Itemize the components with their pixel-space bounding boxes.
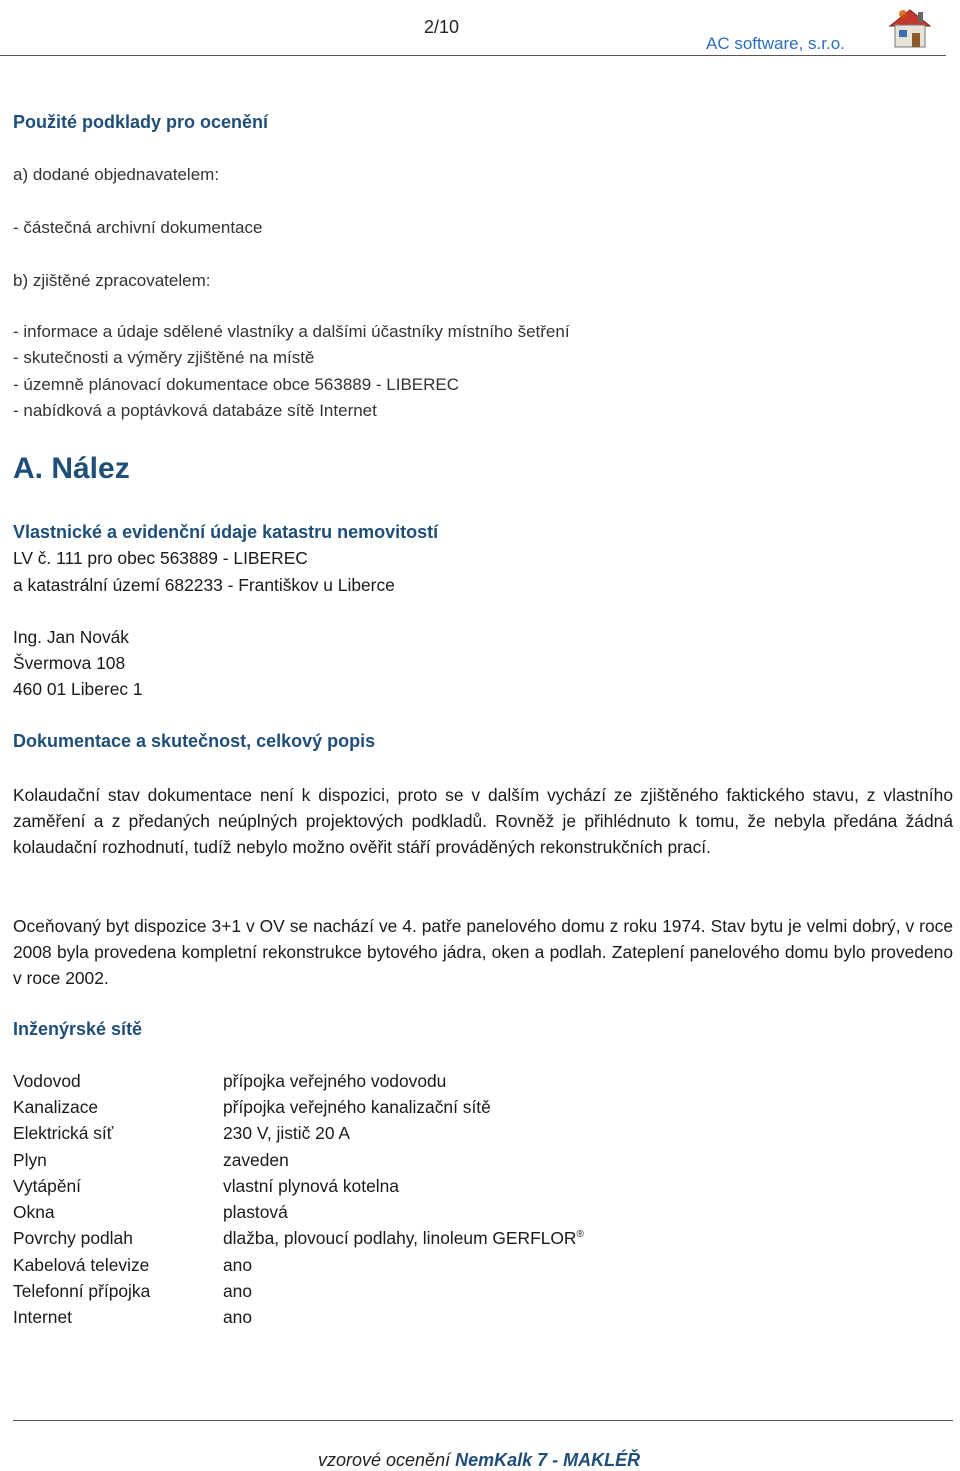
doc-title: Dokumentace a skutečnost, celkový popis [13, 731, 376, 751]
network-value: vlastní plynová kotelna [223, 1176, 399, 1196]
network-label: Okna [13, 1202, 55, 1222]
network-label: Elektrická síť [13, 1123, 114, 1143]
lv-line: LV č. 111 pro obec 563889 - LIBEREC [13, 548, 308, 568]
network-label: Vodovod [13, 1071, 81, 1091]
doc-paragraph: Kolaudační stav dokumentace není k dispozici, proto se v dalším vychází ze zjištěného faktického stavu, z vlastního zaměření a z předaných neúplných projektových podkladů. Rovněž je přihlédnuto k tomu, že nebyla předána žádná kolaudační rozhodnutí, tudíž nebylo možno ověřit stáří prováděných rekonstrukčních prací. [13, 785, 953, 858]
footer-brand: NemKalk 7 - MAKLÉŘ [455, 1450, 641, 1470]
network-value: plastová [223, 1202, 288, 1222]
network-label: Telefonní přípojka [13, 1281, 151, 1301]
footer-rule [13, 1420, 953, 1421]
section-title: A. Nález [13, 452, 130, 485]
header-rule [0, 55, 946, 56]
processor-item: - informace a údaje sdělené vlastníky a dalšími účastníky místního šetření [13, 322, 570, 341]
cadastre-title: Vlastnické a evidenční údaje katastru nemovitostí [13, 522, 439, 542]
network-label: Kabelová televize [13, 1255, 150, 1275]
network-value: dlažba, plovoucí podlahy, linoleum GERFLOR [223, 1228, 577, 1248]
network-value-wrap [223, 1228, 584, 1249]
network-label: Kanalizace [13, 1097, 99, 1117]
network-label: Plyn [13, 1150, 47, 1170]
client-heading: a) dodané objednavatelem: [13, 165, 220, 184]
network-value: ano [223, 1307, 253, 1327]
owner-street: Švermova 108 [13, 653, 126, 673]
network-value: ano [223, 1281, 253, 1301]
doc-paragraph: Oceňovaný byt dispozice 3+1 v OV se nachází ve 4. patře panelového domu z roku 1974. Stav bytu je velmi dobrý, v roce 2008 byla provedena kompletní rekonstrukce bytového jádra, oken a podlah. Zateplení panelového domu bylo provedeno v roce 2002. [13, 916, 953, 989]
sources-title: Použité podklady pro ocenění [13, 112, 269, 132]
network-label: Vytápění [13, 1176, 81, 1196]
network-value: přípojka veřejného vodovodu [223, 1071, 447, 1091]
owner-city: 460 01 Liberec 1 [13, 679, 143, 699]
client-item: - částečná archivní dokumentace [13, 218, 263, 237]
networks-title: Inženýrské sítě [13, 1019, 143, 1039]
network-value: ano [223, 1255, 253, 1275]
network-label: Povrchy podlah [13, 1228, 133, 1248]
processor-item: - územně plánovací dokumentace obce 563889 - LIBEREC [13, 375, 460, 394]
processor-item: - skutečnosti a výměry zjištěné na místě [13, 348, 315, 367]
company-name: AC software, s.r.o. [706, 34, 845, 53]
footer [318, 1450, 640, 1471]
processor-heading: b) zjištěné zpracovatelem: [13, 271, 211, 290]
network-label: Internet [13, 1307, 72, 1327]
registered-mark: ® [576, 1229, 584, 1241]
cadastral-area: a katastrální území 682233 - Františkov u Liberce [13, 575, 395, 595]
network-value: přípojka veřejného kanalizační sítě [223, 1097, 491, 1117]
house-logo-icon [884, 4, 936, 52]
footer-prefix: vzorové ocenění [318, 1450, 456, 1470]
page-number: 2/10 [424, 17, 460, 37]
owner-name: Ing. Jan Novák [13, 627, 130, 647]
processor-item: - nabídková a poptávková databáze sítě Internet [13, 401, 377, 420]
network-value: zaveden [223, 1150, 289, 1170]
network-value: 230 V, jistič 20 A [223, 1123, 350, 1143]
